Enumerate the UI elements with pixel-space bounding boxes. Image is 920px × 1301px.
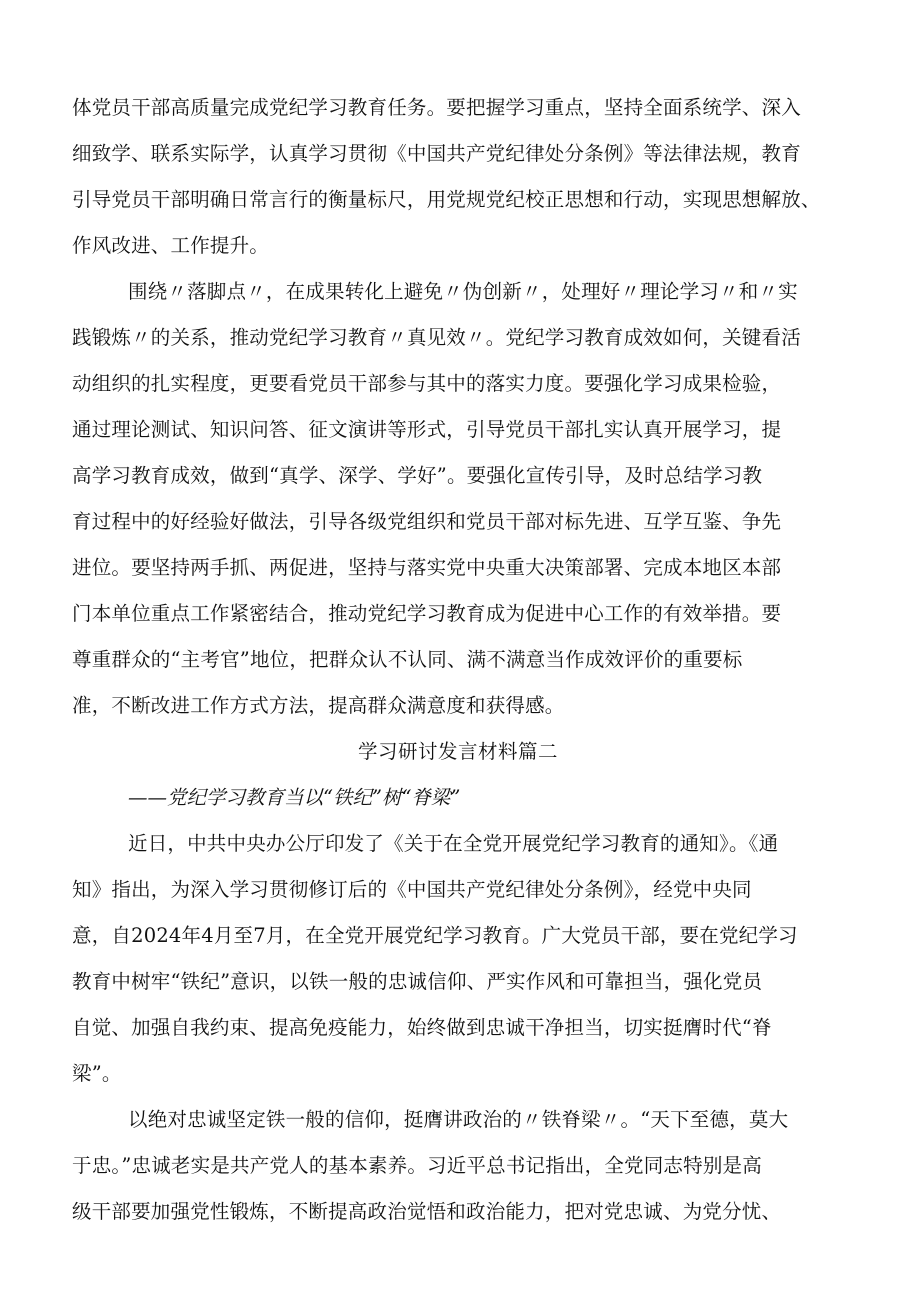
paragraph-3-line-5: 自觉、加强自我约束、提高免疫能力，始终做到忠诚干净担当，切实挺膺时代“脊 [72,1016,772,1039]
paragraph-2-line-8: 门本单位重点工作紧密结合，推动党纪学习教育成为促进中心工作的有效举措。要 [72,602,782,625]
paragraph-2-line-3: 动组织的扎实程度，更要看党员干部参与其中的落实力度。要强化学习成果检验， [72,372,782,395]
paragraph-2-line-4: 通过理论测试、知识问答、征文演讲等形式，引导党员干部扎实认真开展学习，提 [72,418,782,441]
section-title: 学习研讨发言材料篇二 [358,740,559,763]
paragraph-4-line-1: 以绝对忠诚坚定铁一般的信仰，挺膺讲政治的〃铁脊梁〃。“天下至德，莫大 [128,1108,789,1131]
paragraph-3-line-6: 梁”。 [72,1062,122,1085]
section-subtitle: ——党纪学习教育当以“铁纪”树“脊梁” [128,786,461,809]
paragraph-1-line-2: 细致学、联系实际学，认真学习贯彻《中国共产党纪律处分条例》等法律法规，教育 [72,142,801,165]
paragraph-2-line-6: 育过程中的好经验好做法，引导各级党组织和党员干部对标先进、互学互鉴、争先 [72,510,782,533]
paragraph-2-line-5: 高学习教育成效，做到“真学、深学、学好”。要强化宣传引导，及时总结学习教 [72,464,763,487]
paragraph-3-line-3: 意，自2024年4月至7月，在全党开展党纪学习教育。广大党员干部，要在党纪学习 [72,924,798,947]
paragraph-1-line-1: 体党员干部高质量完成党纪学习教育任务。要把握学习重点，坚持全面系统学、深入 [72,96,801,119]
paragraph-2-line-9: 尊重群众的“主考官”地位，把群众认不认同、满不满意当作成效评价的重要标 [72,648,743,671]
paragraph-4-line-2: 于忠。”忠诚老实是共产党人的基本素养。习近平总书记指出，全党同志特别是高 [72,1154,762,1177]
paragraph-2-line-1: 围绕〃落脚点〃，在成果转化上避免〃伪创新〃，处理好〃理论学习〃和〃实 [128,280,798,303]
paragraph-2-line-10: 准，不断改进工作方式方法，提高群众满意度和获得感。 [72,694,565,717]
paragraph-1-line-3: 引导党员干部明确日常言行的衡量标尺，用党规党纪校正思想和行动，实现思想解放、 [72,188,821,211]
paragraph-3-line-4: 教育中树牢“铁纪”意识，以铁一般的忠诚信仰、严实作风和可靠担当，强化党员 [72,970,763,993]
paragraph-3-line-2: 知》指出，为深入学习贯彻修订后的《中国共产党纪律处分条例》，经党中央同 [72,878,752,901]
paragraph-2-line-7: 进位。要坚持两手抓、两促进，坚持与落实党中央重大决策部署、完成本地区本部 [72,556,782,579]
paragraph-3-line-1: 近日，中共中央办公厅印发了《关于在全党开展党纪学习教育的通知》。《通 [128,832,779,855]
paragraph-4-line-3: 级干部要加强党性锻炼，不断提高政治觉悟和政治能力，把对党忠诚、为党分忧、 [72,1200,782,1223]
paragraph-2-line-2: 践锻炼〃的关系，推动党纪学习教育〃真见效〃。党纪学习教育成效如何，关键看活 [72,326,801,349]
paragraph-1-line-4: 作风改进、工作提升。 [72,234,270,257]
